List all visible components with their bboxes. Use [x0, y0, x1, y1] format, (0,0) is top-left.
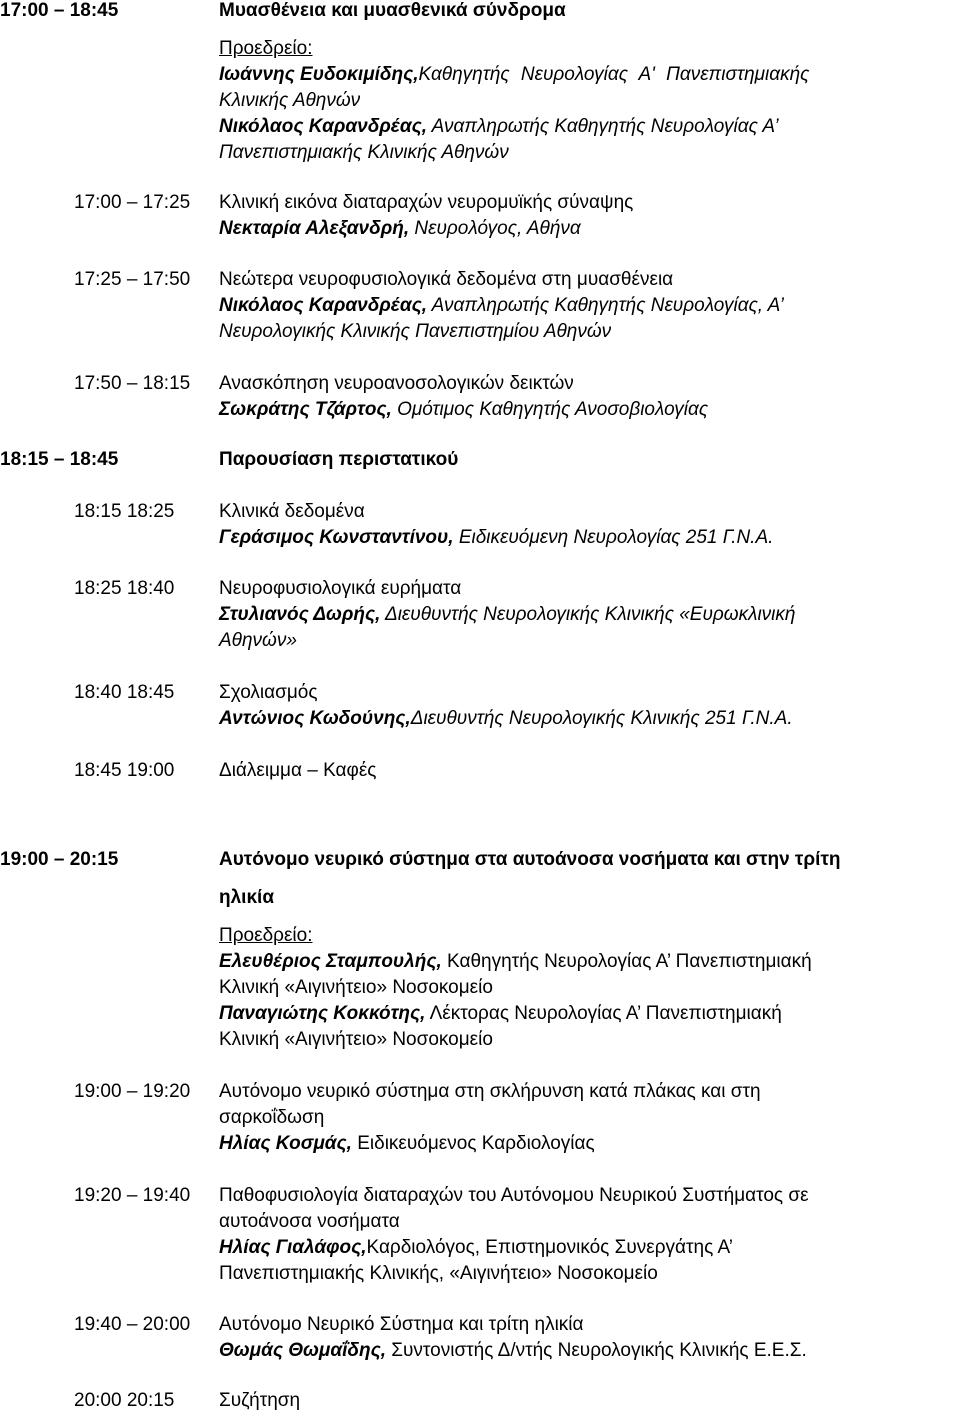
talk-speaker: Ηλίας Γιαλάφος,: [219, 1237, 367, 1258]
talk-title: Σχολιασμός: [219, 682, 318, 703]
talk-speaker-role: Αναπληρωτής Καθηγητής Νευρολογίας, Α’: [427, 295, 784, 316]
talk-speaker-line: [219, 397, 708, 423]
talk-speaker: Ηλίας Κοσμάς,: [219, 1133, 352, 1154]
talk-speaker: Αντώνιος Κωδούνης,: [219, 708, 411, 729]
session3-chair1-role-cont: Κλινική «Αιγινήτειο» Νοσοκομείο: [219, 977, 493, 998]
session3-chair2-role: Λέκτορας Νευρολογίας Α’ Πανεπιστημιακή: [425, 1003, 782, 1024]
session1-chair2-name: Νικόλαος Καρανδρέας,: [219, 116, 428, 137]
talk-speaker: Νεκταρία Αλεξανδρή,: [219, 218, 410, 239]
session3-chair2-role-cont: Κλινική «Αιγινήτειο» Νοσοκομείο: [219, 1029, 493, 1050]
talk-time: 17:50 – 18:15: [74, 373, 191, 394]
talk-title: Παθοφυσιολογία διαταραχών του Αυτόνομου Νευρικού Συστήματος σε: [219, 1185, 809, 1206]
talk-speaker-role: Συντονιστής Δ/ντής Νευρολογικής Κλινικής Ε.Ε.Σ.: [386, 1340, 807, 1361]
talk-time: 19:40 – 20:00: [74, 1314, 191, 1335]
talk-time: 18:25 18:40: [74, 578, 175, 599]
talk-title: Κλινική εικόνα διαταραχών νευρομυϊκής σύναψης: [219, 192, 634, 213]
session3-chair2-name: Παναγιώτης Κοκκότης,: [219, 1003, 426, 1024]
session1-chair1-role-cont: Κλινικής Αθηνών: [219, 90, 361, 111]
session1-chair1-role: Καθηγητής Νευρολογίας Α' Πανεπιστημιακής: [418, 64, 810, 85]
break-time: 18:45 19:00: [74, 760, 175, 781]
talk-speaker-role: Διευθυντής Νευρολογικής Κλινικής «Ευρωκλινική: [380, 604, 796, 625]
session3-title: Αυτόνομο νευρικό σύστημα στα αυτοάνοσα νοσήματα και στην τρίτη: [219, 849, 841, 870]
talk-time: 17:00 – 17:25: [74, 192, 191, 213]
talk-speaker: Γεράσιμος Κωνσταντίνου,: [219, 527, 454, 548]
talk-speaker-role-cont: Αθηνών»: [219, 630, 297, 651]
talk-title: Ανασκόπηση νευροανοσολογικών δεικτών: [219, 373, 574, 394]
talk-speaker-line: [219, 602, 795, 628]
chairs-label-text: Προεδρείο:: [219, 38, 313, 59]
talk-speaker-role: Νευρολόγος, Αθήνα: [409, 218, 581, 239]
session1-chairs-label: [219, 36, 313, 62]
talk-speaker-role-cont: Πανεπιστημιακής Κλινικής, «Αιγινήτειο» Νοσοκομείο: [219, 1263, 658, 1284]
talk-title: Νευροφυσιολογικά ευρήματα: [219, 578, 462, 599]
talk-time: 19:20 – 19:40: [74, 1185, 191, 1206]
talk-speaker-line: [219, 1131, 595, 1157]
session1-chair1: [219, 62, 954, 88]
chairs-label-text: Προεδρείο:: [219, 925, 313, 946]
talk-title-cont: αυτοάνοσα νοσήματα: [219, 1211, 400, 1232]
session1-title: Μυασθένεια και μυασθενικά σύνδρομα: [219, 0, 566, 21]
talk-speaker-role: Ειδικευόμενος Καρδιολογίας: [351, 1133, 595, 1154]
session2-time: 18:15 – 18:45: [0, 449, 119, 470]
session1-chair1-name: Ιωάννης Ευδοκιμίδης,: [219, 64, 419, 85]
session3-chair1-name: Ελευθέριος Σταμπουλής,: [219, 951, 442, 972]
talk-title: Αυτόνομο νευρικό σύστημα στη σκλήρυνση κατά πλάκας και στη: [219, 1081, 761, 1102]
talk-speaker: Νικόλαος Καρανδρέας,: [219, 295, 428, 316]
session1-time: 17:00 – 18:45: [0, 0, 119, 21]
talk-speaker-line: [219, 706, 793, 732]
talk-speaker-role-cont: Νευρολογικής Κλινικής Πανεπιστημίου Αθηνών: [219, 321, 612, 342]
session3-title-cont: ηλικία: [219, 887, 275, 908]
session3-chair2: [219, 1001, 782, 1027]
session3-time: 19:00 – 20:15: [0, 849, 119, 870]
session3-chair1-role: Καθηγητής Νευρολογίας Α’ Πανεπιστημιακή: [441, 951, 812, 972]
session3-chairs-label: [219, 923, 313, 949]
talk-time: 17:25 – 17:50: [74, 269, 191, 290]
talk-title: Συζήτηση: [219, 1390, 301, 1411]
break-title: Διάλειμμα – Καφές: [219, 760, 377, 781]
talk-time: 20:00 20:15: [74, 1390, 175, 1411]
talk-speaker-role: Διευθυντής Νευρολογικής Κλινικής 251 Γ.Ν.Α.: [410, 708, 793, 729]
talk-speaker-role: Ομότιμος Καθηγητής Ανοσοβιολογίας: [391, 399, 709, 420]
talk-speaker-line: [219, 293, 784, 319]
session1-chair2-role: Αναπληρωτής Καθηγητής Νευρολογίας Α’: [427, 116, 779, 137]
session1-chair2: [219, 114, 779, 140]
session1-chair2-role-cont: Πανεπιστημιακής Κλινικής Αθηνών: [219, 142, 509, 163]
talk-speaker-role: Ειδικευόμενη Νευρολογίας 251 Γ.Ν.Α.: [453, 527, 774, 548]
talk-title: Κλινικά δεδομένα: [219, 501, 365, 522]
session2-title: Παρουσίαση περιστατικού: [219, 449, 459, 470]
talk-title-cont: σαρκοΐδωση: [219, 1107, 325, 1128]
talk-speaker-line: [219, 525, 773, 551]
talk-speaker-line: [219, 1338, 807, 1364]
talk-speaker-line: [219, 1235, 733, 1261]
talk-time: 19:00 – 19:20: [74, 1081, 191, 1102]
talk-title: Αυτόνομο Νευρικό Σύστημα και τρίτη ηλικία: [219, 1314, 584, 1335]
talk-speaker: Θωμάς Θωμαΐδης,: [219, 1340, 387, 1361]
talk-time: 18:40 18:45: [74, 682, 175, 703]
talk-title: Νεώτερα νευροφυσιολογικά δεδομένα στη μυασθένεια: [219, 269, 674, 290]
talk-speaker-role: Καρδιολόγος, Επιστημονικός Συνεργάτης Α’: [366, 1237, 733, 1258]
talk-speaker-line: [219, 216, 581, 242]
talk-speaker: Σωκράτης Τζάρτος,: [219, 399, 392, 420]
talk-time: 18:15 18:25: [74, 501, 175, 522]
talk-speaker: Στυλιανός Δωρής,: [219, 604, 381, 625]
session3-chair1: [219, 949, 812, 975]
